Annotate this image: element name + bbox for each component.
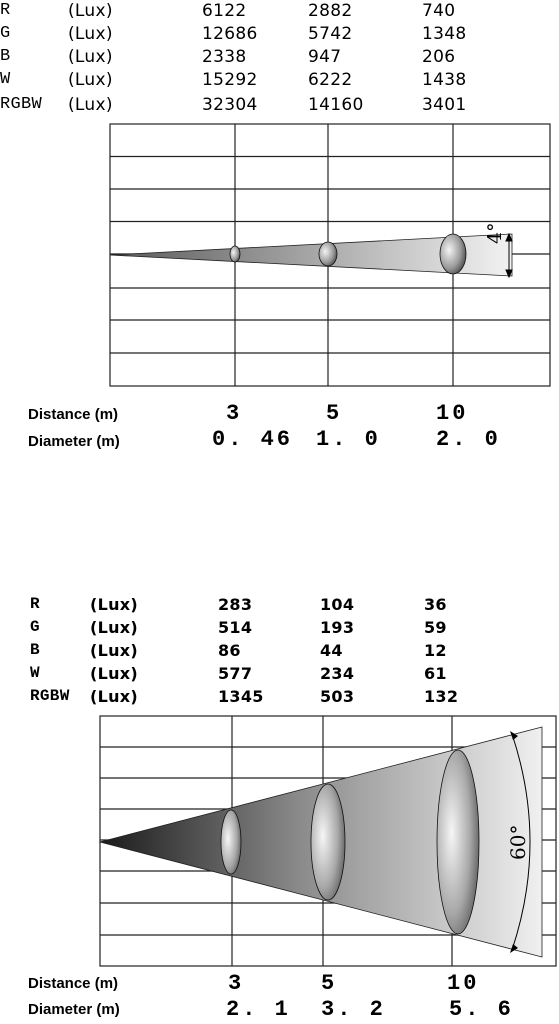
lux-value: 86 [218, 641, 241, 660]
row-unit: (Lux) [90, 641, 139, 660]
row-label: R [0, 1, 11, 20]
distance-value: 10 [436, 401, 469, 426]
lux-value: 2882 [308, 1, 353, 21]
row-unit: (Lux) [68, 95, 113, 115]
lux-value: 12 [424, 641, 447, 660]
lux-value: 1345 [218, 687, 264, 706]
row-label: W [30, 664, 40, 682]
diameter-value: 2. 1 [226, 997, 291, 1022]
beam-spot [221, 810, 241, 874]
distance-value: 3 [226, 401, 243, 426]
distance-value: 5 [326, 401, 343, 426]
row-label: B [30, 641, 40, 659]
distance-label: Distance (m) [28, 975, 119, 992]
lux-value: 3401 [422, 95, 467, 115]
beam-angle-label: 60° [506, 824, 530, 860]
row-label: RGBW [30, 687, 70, 705]
row-label: RGBW [0, 95, 43, 114]
distance-value: 10 [447, 971, 480, 996]
lux-value: 104 [320, 595, 355, 614]
distance-label: Distance (m) [28, 406, 119, 423]
lux-value: 5742 [308, 24, 353, 44]
lux-value: 6122 [202, 1, 247, 21]
beam-spot [311, 784, 345, 900]
diameter-value: 1. 0 [316, 427, 381, 452]
lux-value: 59 [424, 618, 447, 637]
distance-value: 5 [321, 971, 338, 996]
diameter-label: Diameter (m) [28, 433, 120, 450]
lux-value: 32304 [202, 95, 258, 115]
diameter-value: 5. 6 [449, 997, 514, 1022]
row-unit: (Lux) [90, 687, 139, 706]
lux-value: 6222 [308, 70, 353, 90]
diameter-value: 3. 2 [321, 997, 386, 1022]
lux-value: 61 [424, 664, 447, 683]
lux-value: 234 [320, 664, 355, 683]
lux-value: 14160 [308, 95, 364, 115]
row-unit: (Lux) [68, 1, 113, 21]
row-label: G [30, 618, 40, 636]
distance-value: 3 [228, 971, 245, 996]
lux-value: 283 [218, 595, 253, 614]
diameter-value: 2. 0 [436, 427, 501, 452]
row-label: B [0, 47, 11, 66]
row-unit: (Lux) [90, 664, 139, 683]
row-unit: (Lux) [90, 595, 139, 614]
row-unit: (Lux) [68, 24, 113, 44]
lux-value: 44 [320, 641, 343, 660]
lux-value: 503 [320, 687, 355, 706]
row-label: R [30, 595, 40, 613]
lux-value: 15292 [202, 70, 258, 90]
lux-value: 193 [320, 618, 355, 637]
lux-value: 514 [218, 618, 253, 637]
lux-value: 206 [422, 47, 456, 67]
lux-value: 577 [218, 664, 253, 683]
diameter-label: Diameter (m) [28, 1001, 120, 1018]
row-unit: (Lux) [90, 618, 139, 637]
beam-angle-label: 4° [484, 222, 506, 244]
lux-value: 1438 [422, 70, 467, 90]
row-unit: (Lux) [68, 47, 113, 67]
lux-value: 12686 [202, 24, 258, 44]
lux-value: 740 [422, 1, 456, 21]
lux-value: 132 [424, 687, 459, 706]
row-label: W [0, 70, 11, 89]
lux-value: 36 [424, 595, 447, 614]
row-unit: (Lux) [68, 70, 113, 90]
beam-spot [437, 750, 479, 934]
lux-value: 2338 [202, 47, 247, 67]
diameter-value: 0. 46 [212, 427, 294, 452]
row-label: G [0, 24, 11, 43]
lux-value: 947 [308, 47, 342, 67]
lux-value: 1348 [422, 24, 467, 44]
